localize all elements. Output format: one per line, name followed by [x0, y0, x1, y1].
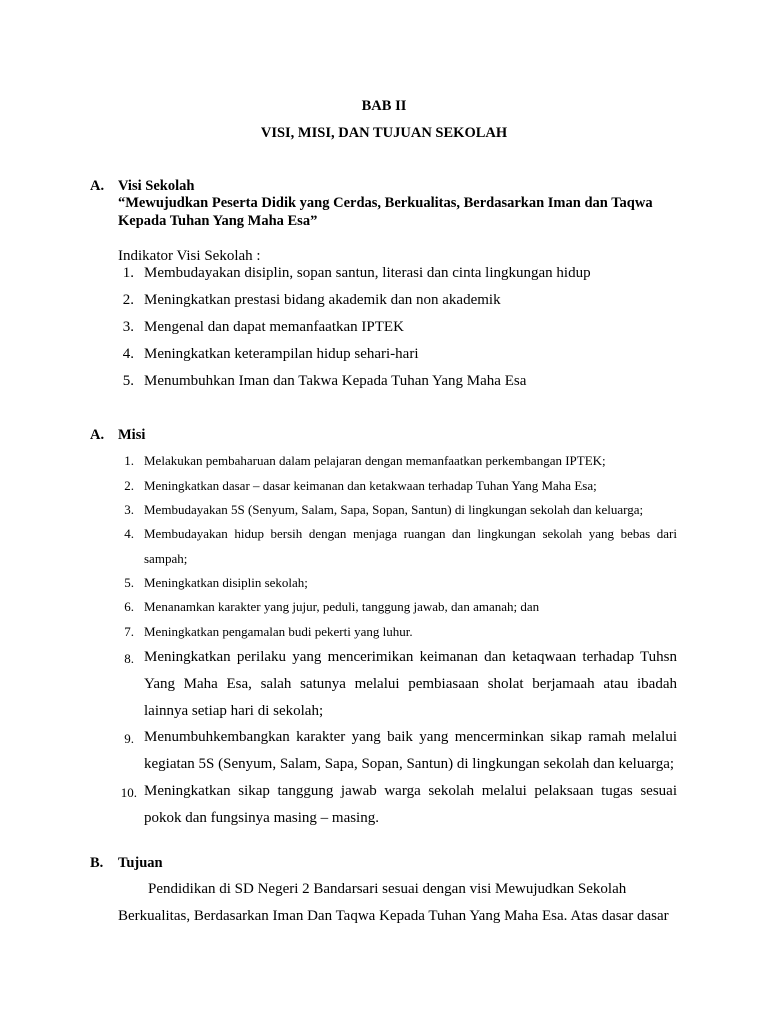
- list-text: Meningkatkan pengamalan budi pekerti yang luhur.: [144, 624, 413, 639]
- indicator-heading: Indikator Visi Sekolah :: [118, 248, 261, 264]
- page-title: VISI, MISI, DAN TUJUAN SEKOLAH: [260, 125, 508, 141]
- visi-heading: Visi Sekolah: [118, 178, 195, 194]
- list-number: 3.: [122, 319, 134, 335]
- list-text: lainnya setiap hari di sekolah;: [144, 703, 324, 719]
- list-number: 2.: [122, 292, 134, 308]
- list-text: Membudayakan disiplin, sopan santun, literasi dan cinta lingkungan hidup: [144, 265, 591, 281]
- list-text: Meningkatkan keterampilan hidup sehari-hari: [144, 346, 419, 362]
- tujuan-heading: Tujuan: [118, 855, 163, 871]
- list-number: 3.: [124, 502, 134, 517]
- list-number: 2.: [124, 478, 134, 493]
- list-text: kegiatan 5S (Senyum, Salam, Sapa, Sopan, Santun) di lingkungan sekolah dan keluarga;: [144, 756, 675, 772]
- chapter-label: BAB II: [361, 98, 407, 114]
- list-number: 5.: [124, 575, 134, 590]
- list-text: Meningkatkan disiplin sekolah;: [144, 575, 308, 590]
- list-number: 6.: [124, 599, 134, 614]
- visi-statement-line-1: “Mewujudkan Peserta Didik yang Cerdas, Berkualitas, Berdasarkan Iman dan Taqwa: [118, 195, 653, 211]
- visi-marker: A.: [90, 178, 105, 194]
- list-number: 8.: [124, 651, 134, 666]
- misi-marker: A.: [90, 427, 105, 443]
- list-number: 5.: [122, 373, 134, 389]
- list-number: 4.: [122, 346, 134, 362]
- list-number: 4.: [124, 526, 134, 541]
- list-number: 10.: [120, 785, 137, 800]
- visi-statement-line-2: Kepada Tuhan Yang Maha Esa”: [118, 213, 318, 229]
- list-text: Membudayakan 5S (Senyum, Salam, Sapa, Sopan, Santun) di lingkungan sekolah dan keluarga;: [144, 502, 644, 517]
- list-number: 1.: [124, 453, 134, 468]
- misi-heading: Misi: [118, 427, 146, 443]
- list-text: Menanamkan karakter yang jujur, peduli, tanggung jawab, dan amanah; dan: [144, 599, 540, 614]
- list-text: Menumbuhkan Iman dan Takwa Kepada Tuhan Yang Maha Esa: [144, 373, 527, 389]
- list-number: 7.: [124, 624, 134, 639]
- list-text: Meningkatkan sikap tanggung jawab warga sekolah melalui pelaksaan tugas sesuai: [144, 783, 677, 799]
- list-text: Membudayakan hidup bersih dengan menjaga ruangan dan lingkungan sekolah yang bebas dari: [144, 526, 677, 541]
- list-number: 9.: [124, 731, 134, 746]
- tujuan-paragraph-line-2: Berkualitas, Berdasarkan Iman Dan Taqwa Kepada Tuhan Yang Maha Esa. Atas dasar dasar: [118, 908, 669, 924]
- list-text: Yang Maha Esa, salah satunya melalui pembiasaan sholat berjamaah atau ibadah: [144, 676, 677, 692]
- list-text: Meningkatkan perilaku yang mencerimikan keimanan dan ketaqwaan terhadap Tuhsn: [144, 649, 677, 665]
- list-text: Melakukan pembaharuan dalam pelajaran dengan memanfaatkan perkembangan IPTEK;: [144, 453, 606, 468]
- list-text: sampah;: [144, 551, 188, 566]
- list-text: pokok dan fungsinya masing – masing.: [144, 810, 379, 826]
- tujuan-paragraph-line-1: Pendidikan di SD Negeri 2 Bandarsari sesuai dengan visi Mewujudkan Sekolah: [148, 881, 627, 897]
- list-text: Meningkatkan prestasi bidang akademik dan non akademik: [144, 292, 501, 308]
- list-text: Mengenal dan dapat memanfaatkan IPTEK: [144, 319, 404, 335]
- list-number: 1.: [122, 265, 134, 281]
- list-text: Meningkatkan dasar – dasar keimanan dan ketakwaan terhadap Tuhan Yang Maha Esa;: [144, 478, 597, 493]
- list-text: Menumbuhkembangkan karakter yang baik yang mencerminkan sikap ramah melalui: [144, 729, 677, 745]
- tujuan-marker: B.: [90, 855, 104, 871]
